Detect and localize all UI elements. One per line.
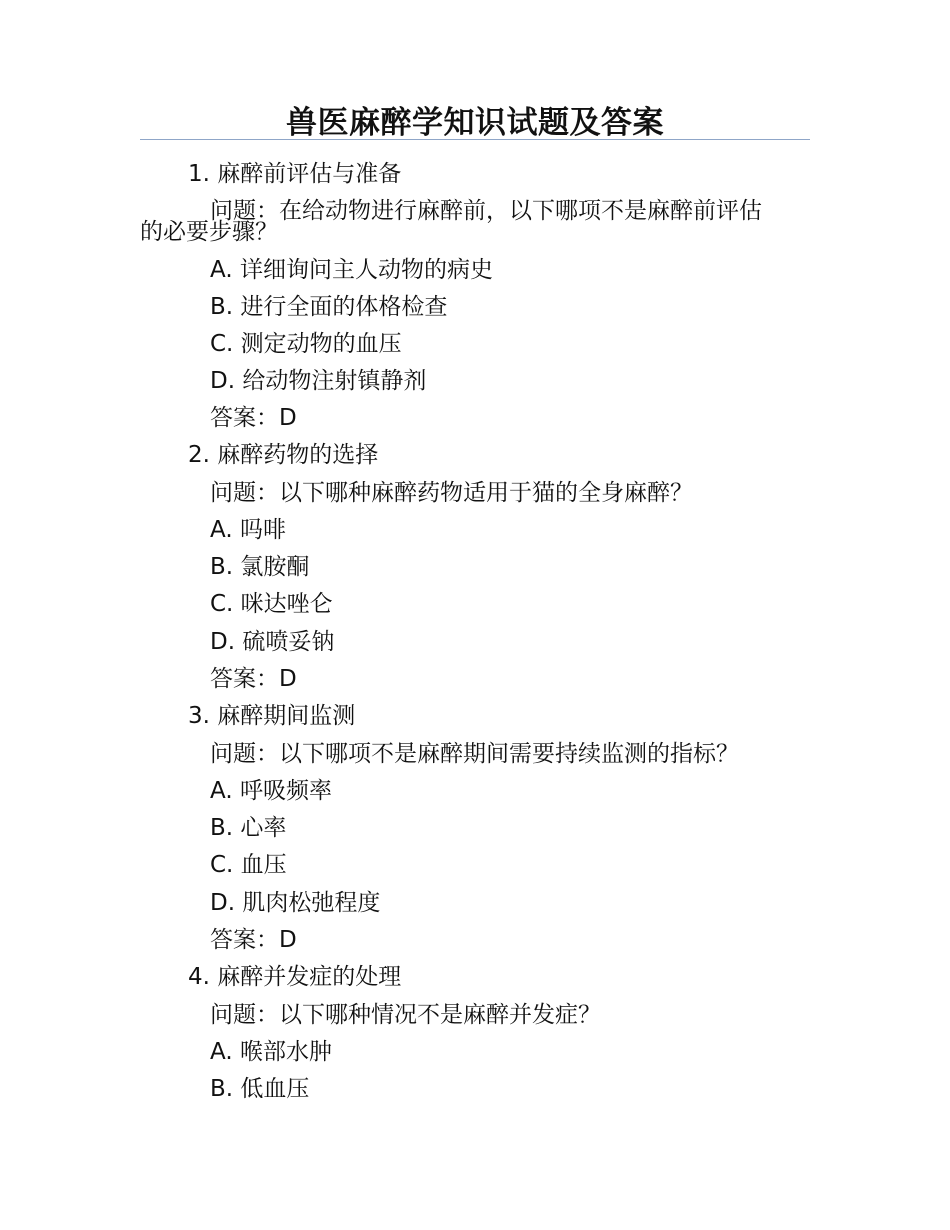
section-4-option-a: A. 喉部水肿 [210, 1039, 332, 1065]
section-3-option-d: D. 肌肉松弛程度 [210, 890, 381, 916]
section-1-option-b: B. 进行全面的体格检查 [210, 294, 448, 320]
section-2-heading: 2. 麻醉药物的选择 [188, 442, 379, 468]
section-1-heading: 1. 麻醉前评估与准备 [188, 161, 402, 187]
section-2-option-a: A. 吗啡 [210, 517, 286, 543]
section-2-option-b: B. 氯胺酮 [210, 554, 310, 580]
title-underline [140, 139, 810, 140]
section-2-option-c: C. 咪达唑仑 [210, 591, 333, 617]
section-1-option-d: D. 给动物注射镇静剂 [210, 368, 427, 394]
section-3-option-a: A. 呼吸频率 [210, 778, 332, 804]
section-4-question: 问题：以下哪种情况不是麻醉并发症？ [210, 1002, 601, 1028]
section-4-option-b: B. 低血压 [210, 1076, 310, 1102]
section-3-option-c: C. 血压 [210, 852, 287, 878]
section-3-option-b: B. 心率 [210, 815, 287, 841]
section-3-heading: 3. 麻醉期间监测 [188, 703, 356, 729]
section-2-answer: 答案：D [210, 666, 297, 692]
section-3-answer: 答案：D [210, 927, 297, 953]
section-3-question: 问题：以下哪项不是麻醉期间需要持续监测的指标？ [210, 741, 739, 767]
document-title: 兽医麻醉学知识试题及答案 [286, 105, 664, 141]
section-1-option-a: A. 详细询问主人动物的病史 [210, 257, 493, 283]
section-1-answer: 答案：D [210, 405, 297, 431]
section-2-option-d: D. 硫喷妥钠 [210, 629, 335, 655]
section-1-question: 问题：在给动物进行麻醉前，以下哪项不是麻醉前评估 [210, 198, 762, 224]
section-1-question-wrap: 的必要步骤？ [140, 219, 278, 245]
section-4-heading: 4. 麻醉并发症的处理 [188, 964, 402, 990]
section-2-question: 问题：以下哪种麻醉药物适用于猫的全身麻醉？ [210, 480, 693, 506]
section-1-option-c: C. 测定动物的血压 [210, 331, 402, 357]
